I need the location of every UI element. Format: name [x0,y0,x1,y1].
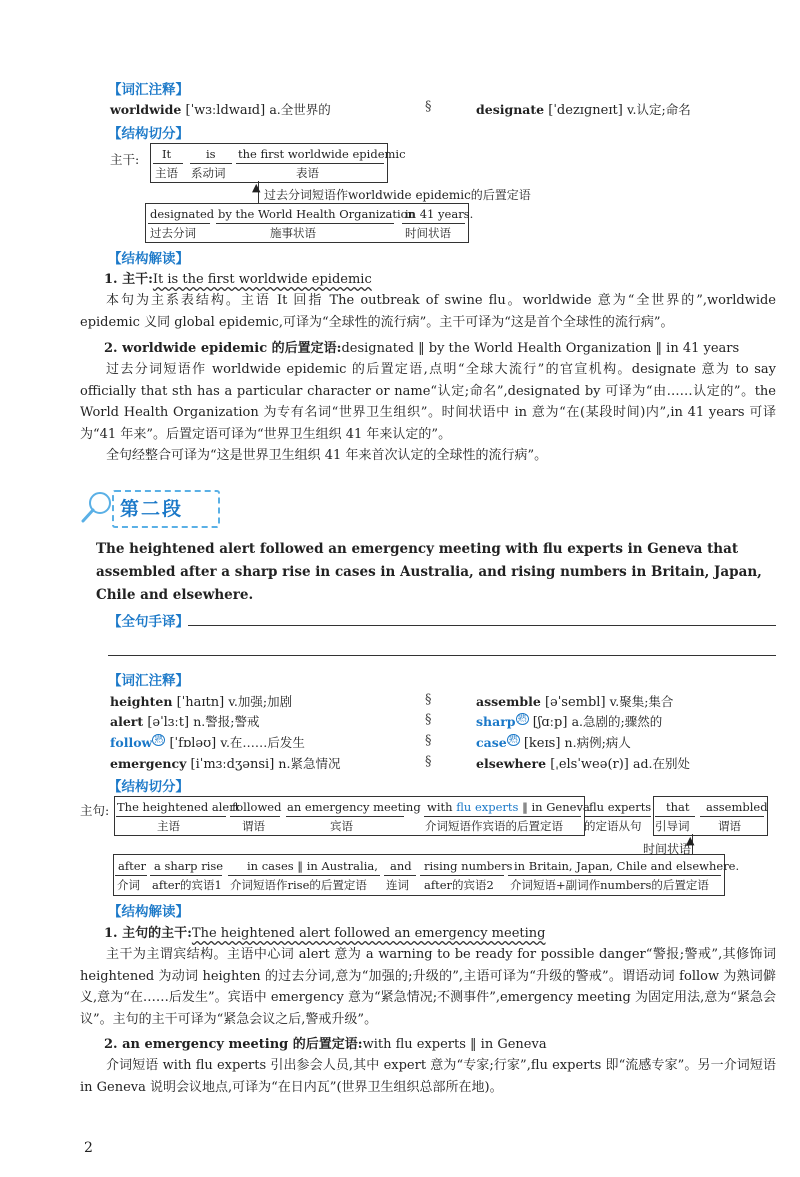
role-label: 介词短语作rise的后置定语 [230,878,367,892]
structure-cell: a sharp rise [154,859,224,873]
point-heading: 1. 主句的主干:The heightened alert followed an emergency meeting [104,926,546,941]
vocab-entry: alert [əˈlɜːt] n.警报;警戒 [110,714,260,730]
paragraph: 介词短语 with flu experts 引出参会人员,其中 expert 意为“专家;行家”,flu experts 即“流感专家”。另一介词短语 in Geneva 说明会议地点,可译为“在日内瓦”(世界卫生组织总部所在地)。 [80,1058,776,1095]
reading-heading: 【结构解读】 [108,251,189,267]
structure-heading: 【结构切分】 [108,779,189,795]
role-label: 施事状语 [270,226,316,240]
structure-cell: rising numbers [424,859,513,873]
structure-cell: The heightened alert [117,800,240,814]
role-label: 介词短语作宾语的后置定语 [425,819,563,833]
page-number: 2 [84,1140,93,1156]
vocab-heading: 【词汇注释】 [108,82,189,98]
arrow-note: 过去分词短语作worldwide epidemic的后置定语 [264,188,531,202]
paragraph: 全句经整合可译为“这是世界卫生组织 41 年来首次认定的全球性的流行病”。 [106,448,548,463]
time-label: 时间状语 [643,842,692,856]
source-sentence: The heightened alert followed an emergency meeting with flu experts in Geneva that assembled after a sharp rise in cases in Australia, and rising numbers in Britain, Japan, Chile and elsewhere. [96,541,762,603]
paragraph: 本句为主系表结构。主语 It 回指 The outbreak of swine flu。worldwide 意为“全世界的”,worldwide epidemic 义同 global epidemic,可译为“全球性的流行病”。主干可译为“这是首个全球性的流行病”。 [80,293,776,330]
role-label: 主语 [155,166,178,180]
magnifier-icon [80,490,116,524]
structure-cell: by the World Health Organization [218,207,415,221]
main-label: 主句: [80,803,110,818]
structure-cell: with flu experts ‖ in Geneva [427,800,590,814]
role-label: 主语 [157,819,180,833]
vocab-entry: elsewhere [ˌelsˈweə(r)] ad.在别处 [476,756,690,772]
paragraph: 过去分词短语作 worldwide epidemic 的后置定语,点明“全球大流行”的官宣机构。designate 意为 to say officially that sth has a particular character or name“认定;命名”,designated by 可译为“由……认定的”。the World Health Organization 为专有名词“世界卫生组织”。时间状语中 in 意为“在(某段时间)内”,in 41 years 可译为“41 年来”。后置定语可译为“世界卫生组织 41 年来认定的”。 [80,362,776,442]
structure-heading: 【结构切分】 [108,126,189,142]
answer-line [108,655,776,656]
role-label: 过去分词 [150,226,196,240]
arrow-up-icon: ▲ [686,834,695,847]
translate-heading: 【全句手译】 [108,614,189,630]
vocab-entry: emergency [iˈmɜːdʒənsi] n.紧急情况 [110,756,341,772]
vocab-entry: follow $^熟$ [ˈfɒləʊ] v.在……后发生 [110,734,305,751]
structure-cell: flu experts [589,800,652,814]
structure-cell: in 41 years. [405,207,474,221]
role-label: after的宾语2 [424,878,494,892]
role-label: after的宾语1 [152,878,222,892]
structure-cell: an emergency meeting [287,800,421,814]
vocab-entry: heighten [ˈhaɪtn] v.加强;加剧 [110,694,293,710]
point-heading: 2. worldwide epidemic 的后置定语:designated ‖ by the World Health Organization ‖ in 41 years [104,341,740,356]
role-label: 介词 [117,878,140,892]
role-label: 引导词 [655,819,690,833]
divider-squiggle: § [425,754,432,769]
structure-cell: and [390,859,412,873]
role-label: 时间状语 [405,226,451,240]
role-label: 谓语 [718,819,741,833]
section-title: 第二段 [120,498,184,520]
vocab-entry: worldwide [ˈwɜːldwaɪd] a.全世界的 [110,102,331,118]
structure-cell: It [162,147,172,161]
answer-line [188,625,776,626]
vocab-heading: 【词汇注释】 [108,673,189,689]
divider-squiggle: § [425,733,432,748]
role-label: 的定语从句 [584,819,642,833]
role-label: 表语 [296,166,319,180]
main-label: 主干: [110,152,140,167]
vocab-entry: designate [ˈdezɪɡneɪt] v.认定;命名 [476,102,691,118]
divider-squiggle: § [425,692,432,707]
reading-heading: 【结构解读】 [108,904,189,920]
structure-cell: designated [150,207,215,221]
structure-cell: in Britain, Japan, Chile and elsewhere. [514,859,740,873]
arrow-up-icon: ▲ [252,181,261,194]
structure-cell: that [666,800,690,814]
structure-cell: in cases ‖ in Australia, [247,859,378,873]
vocab-entry: sharp $^熟$ [ʃɑːp] a.急剧的;骤然的 [476,713,663,730]
structure-cell: assembled [706,800,768,814]
vocab-entry: assemble [əˈsembl] v.聚集;集合 [476,694,674,710]
role-label: 系动词 [191,166,226,180]
point-heading: 2. an emergency meeting 的后置定语:with flu experts ‖ in Geneva [104,1037,547,1052]
paragraph: 主干为主谓宾结构。主语中心词 alert 意为 a warning to be ready for possible danger“警报;警戒”,其修饰词 heightened 为动词 heighten 的过去分词,意为“加强的;升级的”,主语可译为“升级的警戒”。谓语动词 follow 为熟词僻义,意为“在……后发生”。宾语中 emergency 意为“紧急情况;不测事件”,emergency meeting 为固定用法,意为“紧急会议”。主句的主干可译为“紧急会议之后,警戒升级”。 [80,947,776,1027]
structure-cell: is [206,147,216,161]
structure-cell: followed [232,800,282,814]
role-label: 宾语 [330,819,353,833]
role-label: 连词 [386,878,409,892]
structure-cell: after [118,859,147,873]
divider-squiggle: § [425,99,432,114]
point-heading: 1. 主干:It is the first worldwide epidemic [104,272,372,287]
structure-cell: the first worldwide epidemic [238,147,406,161]
role-label: 谓语 [242,819,265,833]
vocab-entry: case $^熟$ [keɪs] n.病例;病人 [476,734,631,751]
role-label: 介词短语+副词作numbers的后置定语 [510,878,709,892]
divider-squiggle: § [425,712,432,727]
